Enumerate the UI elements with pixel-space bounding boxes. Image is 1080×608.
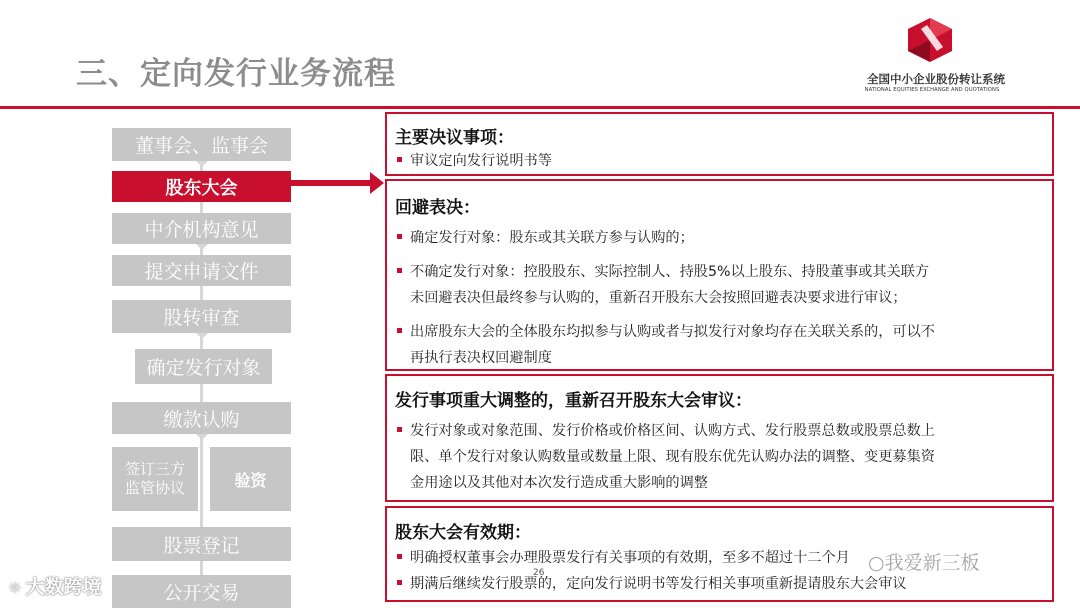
logo-chinese-name: 全国中小企业股份转让系统 (867, 72, 1005, 86)
list-item: 明确授权董事会办理股票发行有关事项的有效期，至多不超过十二个月 (397, 545, 850, 571)
wechat-icon: ○ (868, 552, 885, 574)
list-item: 发行对象或对象范围、发行价格或价格区间、认购方式、发行股票总数或股票总数上 限、单个发行对象认购数量或数量上限、现有股东优先认购办法的调整、变更募集资 金用途以及其他对本次发行造成重大影响的调整 (397, 418, 935, 496)
list-item: 出席股东大会的全体股东均拟参与认购或者与拟发行对象均存在关联关系的，可以不 再执行表决权回避制度 (397, 319, 935, 371)
chat-bubble-icon: ☼ (8, 579, 22, 597)
flow-step-payment-subscription: 缴款认购 (112, 402, 291, 434)
section-title: 股东大会有效期： (395, 523, 531, 543)
bullet-icon (397, 554, 402, 559)
watermark-left: ☼ 大数跨境 (8, 576, 102, 598)
pointer-arrow-icon (288, 171, 384, 195)
section-title: 发行事项重大调整的，重新召开股东大会审议： (395, 391, 752, 411)
list-item: 不确定发行对象：控股股东、实际控制人、持股5%以上股东、持股董事或其关联方 未回避表决但最终参与认购的，重新召开股东大会按照回避表决要求进行审议； (397, 259, 929, 311)
flow-step-tripartite-agreement: 签订三方 监管协议 (112, 447, 198, 511)
bullet-icon (397, 234, 402, 239)
flow-step-submit-application: 提交申请文件 (112, 255, 291, 286)
bullet-icon (397, 157, 402, 162)
page-title: 三、定向发行业务流程 (76, 56, 396, 92)
bullet-icon (397, 268, 402, 273)
section-title: 回避表决： (395, 198, 480, 218)
section-avoidance-voting (385, 179, 1054, 371)
flow-step-board: 董事会、监事会 (112, 128, 291, 161)
flow-arrow-icon (196, 333, 208, 339)
logo-english-name: NATIONAL EQUITIES EXCHANGE AND QUOTATIONS (864, 87, 1000, 93)
header-divider (0, 106, 1080, 109)
list-item: 审议定向发行说明书等 (397, 148, 552, 174)
flow-arrow-icon (196, 244, 208, 250)
flow-step-public-trading: 公开交易 (112, 575, 291, 608)
bullet-icon (397, 580, 402, 585)
flow-arrow-icon (196, 434, 208, 440)
neeq-logo-icon (907, 17, 953, 63)
flow-step-capital-verification: 验资 (210, 447, 291, 511)
flow-step-intermediary-opinion: 中介机构意见 (112, 213, 291, 244)
flow-arrow-icon (196, 161, 208, 167)
flow-step-determine-investors: 确定发行对象 (135, 349, 272, 384)
flow-step-neeq-review: 股转审查 (112, 300, 291, 333)
section-title: 主要决议事项： (395, 128, 514, 148)
bullet-icon (397, 427, 402, 432)
flow-step-shareholders-meeting: 股东大会 (112, 171, 291, 202)
section-main-resolution (385, 112, 1054, 176)
page-number: 26 (533, 568, 545, 578)
flow-step-share-registration: 股票登记 (112, 527, 291, 561)
section-major-adjustment (385, 374, 1054, 502)
watermark-right: ○我爱新三板 (868, 552, 980, 574)
list-item: 确定发行对象：股东或其关联方参与认购的； (397, 225, 694, 251)
list-item: 期满后继续发行股票的，定向发行说明书等发行相关事项重新提请股东大会审议 (397, 571, 907, 597)
bullet-icon (397, 328, 402, 333)
